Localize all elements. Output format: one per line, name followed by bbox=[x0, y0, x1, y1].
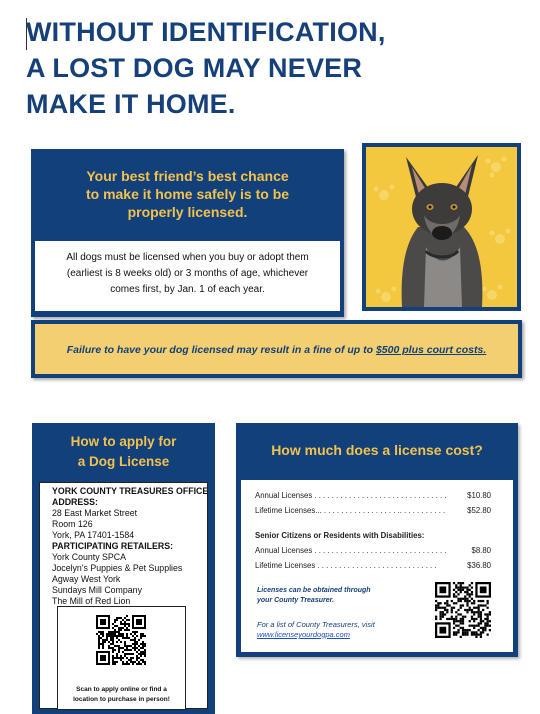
treasurer-list-note bbox=[257, 620, 375, 640]
fee-label: Lifetime Licenses . . . . . . . . . . . . . . . . . . . . . . . . . . . . bbox=[255, 561, 437, 570]
best-friend-panel bbox=[31, 149, 344, 317]
fee-row-senior-lifetime bbox=[255, 561, 491, 571]
license-requirement-line-1: All dogs must be licensed when you buy or adopt them bbox=[66, 252, 309, 263]
obtain-license-note bbox=[257, 586, 371, 606]
fee-label: Annual Licenses . . . . . . . . . . . . . . . . . . . . . . . . . . . . . . . bbox=[255, 546, 447, 555]
headline-line-3: MAKE IT HOME. bbox=[26, 89, 236, 119]
retailer-item: Jocelyn's Puppies & Pet Supplies bbox=[52, 563, 183, 573]
fine-warning-lead: Failure to have your dog licensed may result in a fine of up to bbox=[66, 344, 376, 356]
license-qr-code[interactable] bbox=[435, 582, 491, 638]
obtain-note-line-2: your County Treasurer. bbox=[257, 597, 334, 604]
fine-warning-banner bbox=[31, 320, 522, 378]
license-requirement-line-3: comes first, by Jan. 1 of each year. bbox=[110, 284, 265, 295]
retailer-item: Agway West York bbox=[52, 574, 121, 584]
apply-location-list bbox=[52, 486, 208, 607]
fee-price: $52.80 bbox=[467, 506, 491, 515]
address-line-3: York, PA 17401-1584 bbox=[52, 530, 135, 540]
qr-caption-line-2: location to purchase in person! bbox=[73, 696, 170, 703]
license-requirement-text bbox=[35, 241, 340, 311]
fee-label: Lifetime Licenses... . . . . . . . . . . . . . . . . . .. . . . . . . . . . . bbox=[255, 506, 446, 515]
address-label: ADDRESS: bbox=[52, 497, 98, 507]
retailer-item: York County SPCA bbox=[52, 552, 126, 562]
senior-section-label: Senior Citizens or Residents with Disabilities: bbox=[255, 531, 425, 540]
apply-heading bbox=[32, 432, 215, 472]
license-website-link[interactable]: www.licenseyourdogpa.com bbox=[257, 630, 350, 639]
best-friend-heading-line-1: Your best friend’s best chance bbox=[86, 168, 289, 184]
treasurer-list-line: For a list of County Treasurers, visit bbox=[257, 620, 375, 629]
fine-amount: $500 plus court costs. bbox=[375, 344, 487, 356]
obtain-note-line-1: Licenses can be obtained through bbox=[257, 587, 371, 594]
headline-line-2: A LOST DOG MAY NEVER bbox=[26, 53, 363, 83]
dog-photo bbox=[362, 143, 521, 311]
license-cost-panel bbox=[236, 423, 518, 657]
address-line-1: 28 East Market Street bbox=[52, 508, 138, 518]
dog-illustration bbox=[366, 147, 517, 307]
apply-qr-panel bbox=[57, 606, 186, 710]
headline bbox=[26, 14, 516, 122]
best-friend-heading-line-2: to make it home safely is to be bbox=[85, 186, 290, 202]
retailer-item: Sundays Mill Company bbox=[52, 585, 142, 595]
address-line-2: Room 126 bbox=[52, 519, 93, 529]
fee-row-annual bbox=[255, 491, 491, 501]
qr-caption bbox=[58, 685, 185, 705]
retailer-item: The Mill of Red Lion bbox=[52, 596, 131, 606]
qr-caption-line-1: Scan to apply online or find a bbox=[76, 686, 167, 693]
fee-label: Annual Licenses . . . . . . . . . . . . . . . . . . . . . . . . . . . . . . . bbox=[255, 491, 447, 500]
best-friend-heading bbox=[31, 167, 344, 221]
fee-price: $10.80 bbox=[467, 491, 491, 500]
retailers-label: PARTICIPATING RETAILERS: bbox=[52, 541, 174, 551]
fine-warning-text bbox=[35, 343, 518, 357]
apply-heading-line-1: How to apply for bbox=[70, 434, 177, 449]
apply-heading-line-2: a Dog License bbox=[77, 454, 170, 469]
license-cost-heading: How much does a license cost? bbox=[271, 442, 483, 458]
headline-line-1: WITHOUT IDENTIFICATION, bbox=[26, 17, 386, 47]
fee-price: $36.80 bbox=[467, 561, 491, 570]
license-cost-details bbox=[241, 480, 513, 652]
best-friend-heading-line-3: properly licensed. bbox=[127, 204, 248, 220]
fee-row-senior-annual bbox=[255, 546, 491, 556]
fee-price: $8.80 bbox=[471, 546, 491, 555]
apply-qr-code[interactable] bbox=[96, 615, 146, 665]
fee-row-lifetime bbox=[255, 506, 491, 516]
license-requirement-line-2: (earliest is 8 weeks old) or 3 months of age, whichever bbox=[66, 268, 309, 279]
treasurer-office-name: YORK COUNTY TREASURES OFFICE bbox=[52, 486, 209, 496]
